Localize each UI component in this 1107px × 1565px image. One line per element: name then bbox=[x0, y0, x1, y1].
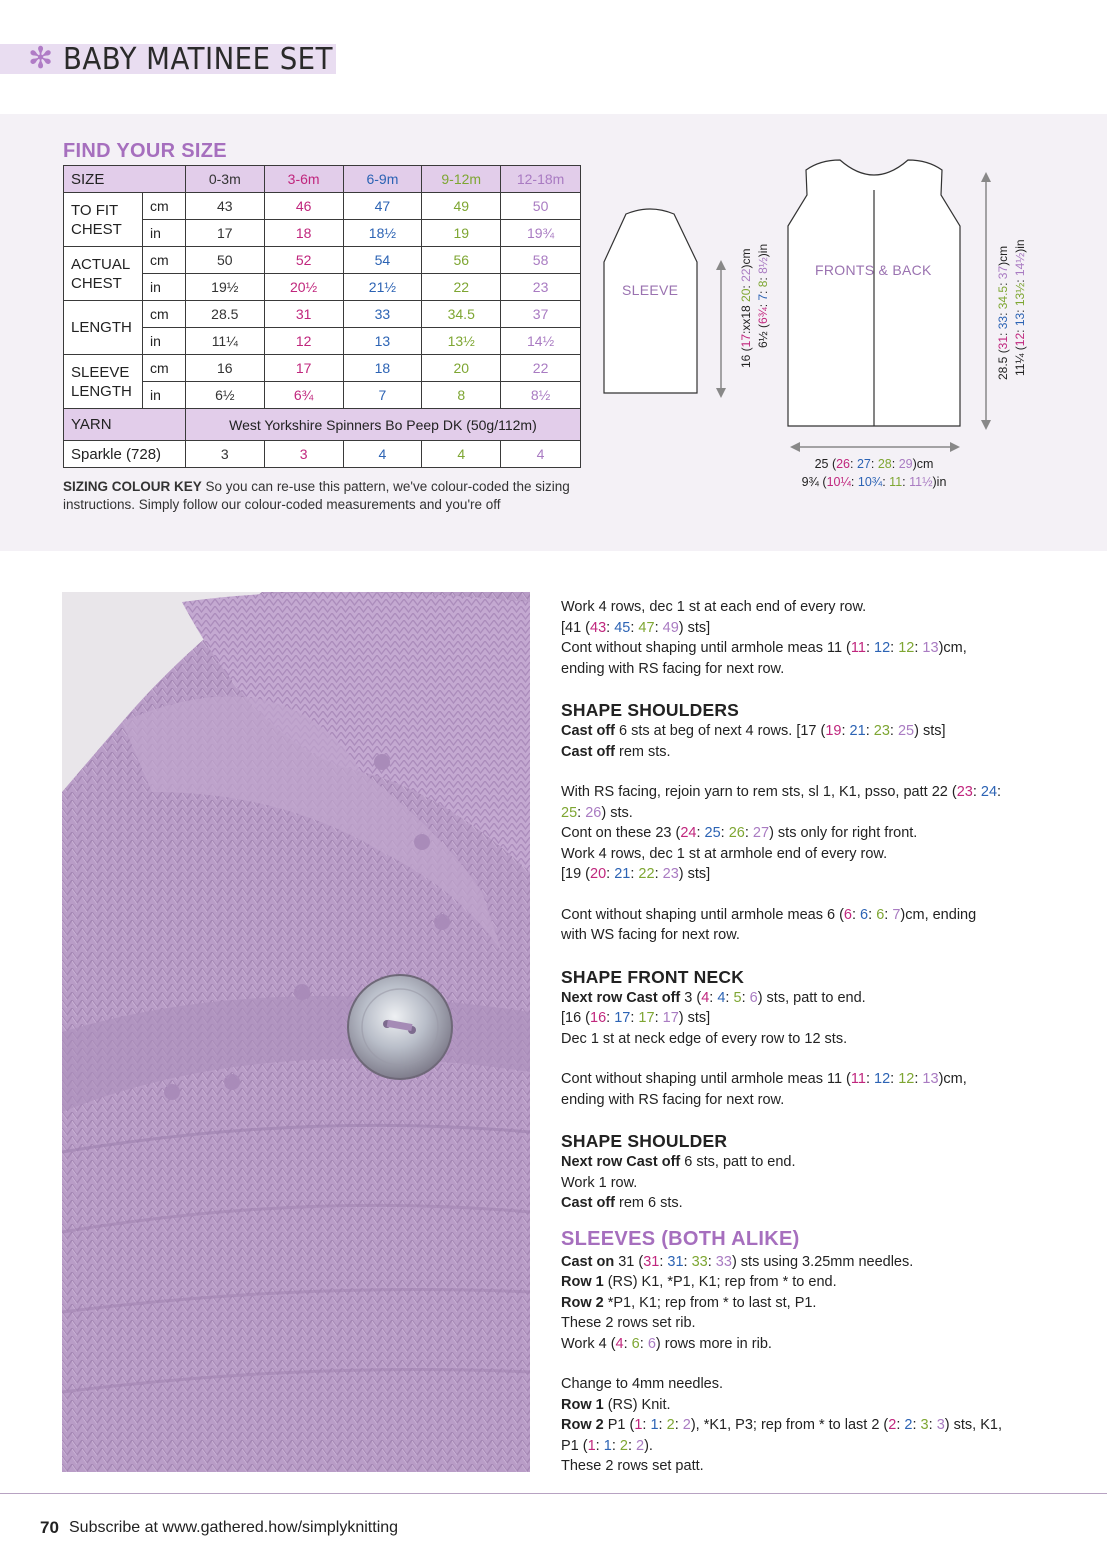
instruction-line: Row 2 P1 (1: 1: 2: 2), *K1, P3; rep from * to last 2 (2: 2: 3: 3) sts, K1, bbox=[561, 1417, 1002, 1433]
table-cell: 8 bbox=[422, 382, 501, 409]
instruction-line: Row 1 (RS) K1, *P1, K1; rep from * to end. bbox=[561, 1274, 837, 1290]
sleeve-in-measure: 6½ (6¾: 7: 8: 8½)in bbox=[756, 243, 770, 348]
arrow-head-icon bbox=[950, 442, 960, 452]
table-cell: 16 bbox=[185, 355, 264, 382]
table-cell: 43 bbox=[185, 193, 264, 220]
instruction-line: with WS facing for next row. bbox=[561, 927, 740, 943]
unit-cell: in bbox=[142, 220, 185, 247]
arrow-head-icon bbox=[981, 420, 991, 430]
instruction-line: Next row Cast off 6 sts, patt to end. bbox=[561, 1154, 796, 1170]
arrow-head-icon bbox=[716, 388, 726, 398]
sleeve-label: SLEEVE bbox=[622, 282, 679, 298]
pattern-instructions bbox=[561, 597, 1031, 1477]
table-cell: 8½ bbox=[501, 382, 581, 409]
table-cell: 13 bbox=[343, 328, 422, 355]
instruction-line: 25: 26) sts. bbox=[561, 804, 633, 821]
table-cell: 47 bbox=[343, 193, 422, 220]
table-cell: 28.5 bbox=[185, 301, 264, 328]
instruction-line: Work 1 row. bbox=[561, 1174, 638, 1191]
table-cell: 37 bbox=[501, 301, 581, 328]
section-heading: SHAPE FRONT NECK bbox=[561, 966, 745, 987]
instruction-line: ending with RS facing for next row. bbox=[561, 1091, 785, 1108]
instruction-line: [19 (20: 21: 22: 23) sts] bbox=[561, 866, 711, 882]
table-cell: 12 bbox=[264, 328, 343, 355]
table-cell: 19½ bbox=[185, 274, 264, 301]
instruction-line: Work 4 rows, dec 1 st at each end of every row. bbox=[561, 599, 867, 615]
instruction-line: Cont on these 23 (24: 25: 26: 27) sts only for right front. bbox=[561, 825, 918, 841]
table-cell: 18½ bbox=[343, 220, 422, 247]
arrow-head-icon bbox=[716, 260, 726, 270]
size-heading: FIND YOUR SIZE bbox=[63, 140, 227, 162]
row-label-line1: LENGTH bbox=[71, 319, 132, 336]
size-header: 9-12m bbox=[422, 166, 501, 193]
table-cell: 11¼ bbox=[185, 328, 264, 355]
subscribe-link[interactable]: Subscribe at www.gathered.how/simplyknitting bbox=[69, 1519, 399, 1536]
table-cell: 58 bbox=[501, 247, 581, 274]
unit-cell: in bbox=[142, 328, 185, 355]
table-cell: 4 bbox=[422, 441, 501, 468]
table-cell: 20½ bbox=[264, 274, 343, 301]
fronts-back-label: FRONTS & BACK bbox=[815, 262, 932, 278]
table-cell: 54 bbox=[343, 247, 422, 274]
table-cell: 7 bbox=[343, 382, 422, 409]
size-header: 3-6m bbox=[264, 166, 343, 193]
unit-cell: cm bbox=[142, 193, 185, 220]
arrow-head-icon bbox=[981, 172, 991, 182]
length-in-measure: 11¼ (12: 13: 13½: 14½)in bbox=[1013, 239, 1027, 376]
sleeve-outline bbox=[604, 209, 697, 393]
instruction-line: Work 4 rows, dec 1 st at armhole end of every row. bbox=[561, 845, 888, 862]
sleeve-cm-measure: 16 (17:xx18 20: 22)cm bbox=[739, 248, 753, 368]
yarn-value: West Yorkshire Spinners Bo Peep DK (50g/112m) bbox=[185, 409, 580, 441]
table-cell: 17 bbox=[185, 220, 264, 247]
instruction-line: Change to 4mm needles. bbox=[561, 1376, 724, 1392]
unit-cell: in bbox=[142, 382, 185, 409]
table-cell: 31 bbox=[264, 301, 343, 328]
instruction-line: Cast off rem 6 sts. bbox=[561, 1195, 683, 1211]
table-cell: 3 bbox=[264, 441, 343, 468]
instruction-line: [41 (43: 45: 47: 49) sts] bbox=[561, 619, 711, 636]
instruction-line: Cont without shaping until armhole meas 11 (11: 12: 12: 13)cm, bbox=[561, 640, 967, 656]
instruction-line: Next row Cast off 3 (4: 4: 5: 6) sts, patt to end. bbox=[561, 989, 866, 1006]
instruction-line: These 2 rows set rib. bbox=[561, 1315, 696, 1331]
table-cell: 34.5 bbox=[422, 301, 501, 328]
length-cm-measure: 28.5 (31: 33: 34.5: 37)cm bbox=[996, 245, 1010, 380]
row-label-line1: SLEEVE bbox=[71, 363, 130, 381]
footer-divider bbox=[0, 1493, 1107, 1494]
table-cell: 4 bbox=[343, 441, 422, 468]
table-cell: 3 bbox=[185, 441, 264, 468]
sparkle-label: Sparkle (728) bbox=[64, 441, 186, 468]
table-cell: 19¾ bbox=[501, 220, 581, 247]
page-number: 70 bbox=[40, 1518, 59, 1537]
key-label: SIZING COLOUR KEY bbox=[63, 479, 202, 494]
instruction-line: ending with RS facing for next row. bbox=[561, 660, 785, 677]
instruction-line: Cont without shaping until armhole meas 6 (6: 6: 6: 7)cm, ending bbox=[561, 906, 977, 923]
table-cell: 20 bbox=[422, 355, 501, 382]
yarn-label: YARN bbox=[64, 409, 186, 441]
table-cell: 22 bbox=[501, 355, 581, 382]
table-cell: 4 bbox=[501, 441, 581, 468]
row-label-line2: CHEST bbox=[71, 274, 122, 292]
section-heading-sleeves: SLEEVES (BOTH ALIKE) bbox=[561, 1227, 800, 1250]
size-header: 12-18m bbox=[501, 166, 581, 193]
width-in-measure: 9¾ (10¼: 10¾: 11: 11½)in bbox=[801, 475, 947, 489]
table-cell: 22 bbox=[422, 274, 501, 301]
unit-cell: cm bbox=[142, 301, 185, 328]
row-label-line2: CHEST bbox=[71, 220, 122, 238]
table-cell: 17 bbox=[264, 355, 343, 382]
instruction-line: Work 4 (4: 6: 6) rows more in rib. bbox=[561, 1335, 772, 1352]
table-cell: 50 bbox=[501, 193, 581, 220]
table-cell: 33 bbox=[343, 301, 422, 328]
unit-cell: cm bbox=[142, 355, 185, 382]
instruction-line: Cont without shaping until armhole meas 11 (11: 12: 12: 13)cm, bbox=[561, 1071, 967, 1087]
table-cell: 14½ bbox=[501, 328, 581, 355]
row-label-line1: ACTUAL bbox=[71, 255, 131, 273]
unit-cell: cm bbox=[142, 247, 185, 274]
instruction-line: Row 2 *P1, K1; rep from * to last st, P1. bbox=[561, 1294, 817, 1311]
table-cell: 21½ bbox=[343, 274, 422, 301]
width-cm-measure: 25 (26: 27: 28: 29)cm bbox=[814, 457, 934, 471]
key-text: So you can re-use this pattern, we've colour-coded the sizing instructions. Simply follow our colour-coded measurements and you're off bbox=[63, 479, 570, 512]
table-cell: 19 bbox=[422, 220, 501, 247]
table-cell: 50 bbox=[185, 247, 264, 274]
section-heading: SHAPE SHOULDER bbox=[561, 1131, 728, 1151]
table-cell: 13½ bbox=[422, 328, 501, 355]
instruction-line: P1 (1: 1: 2: 2). bbox=[561, 1437, 653, 1454]
row-label-line2: LENGTH bbox=[71, 382, 132, 400]
instruction-line: Row 1 (RS) Knit. bbox=[561, 1396, 671, 1413]
size-header: 6-9m bbox=[343, 166, 422, 193]
section-heading: SHAPE SHOULDERS bbox=[561, 700, 740, 720]
instruction-line: With RS facing, rejoin yarn to rem sts, sl 1, K1, psso, patt 22 (23: 24: bbox=[561, 784, 1002, 800]
cardigan-photo bbox=[62, 592, 530, 1472]
instruction-line: Dec 1 st at neck edge of every row to 12 sts. bbox=[561, 1030, 848, 1047]
arrow-head-icon bbox=[790, 442, 800, 452]
instruction-line: [16 (16: 17: 17: 17) sts] bbox=[561, 1010, 711, 1026]
table-cell: 52 bbox=[264, 247, 343, 274]
table-cell: 18 bbox=[264, 220, 343, 247]
instruction-line: Cast off rem sts. bbox=[561, 743, 671, 760]
row-label-line1: TO FIT bbox=[71, 201, 119, 219]
table-cell: 46 bbox=[264, 193, 343, 220]
table-cell: 6¾ bbox=[264, 382, 343, 409]
table-cell: 49 bbox=[422, 193, 501, 220]
instruction-line: Cast off 6 sts at beg of next 4 rows. [17 (19: 21: 23: 25) sts] bbox=[561, 723, 946, 739]
instruction-line: Cast on 31 (31: 31: 33: 33) sts using 3.25mm needles. bbox=[561, 1253, 914, 1270]
asterisk-icon: ✻ bbox=[28, 42, 54, 75]
knit-illustration bbox=[62, 592, 530, 1472]
instruction-line: These 2 rows set patt. bbox=[561, 1458, 704, 1474]
page-title: BABY MATINEE SET bbox=[63, 42, 333, 77]
table-cell: 56 bbox=[422, 247, 501, 274]
table-cell: 6½ bbox=[185, 382, 264, 409]
table-cell: 23 bbox=[501, 274, 581, 301]
unit-cell: in bbox=[142, 274, 185, 301]
size-label: SIZE bbox=[64, 166, 186, 193]
size-header: 0-3m bbox=[185, 166, 264, 193]
table-cell: 18 bbox=[343, 355, 422, 382]
